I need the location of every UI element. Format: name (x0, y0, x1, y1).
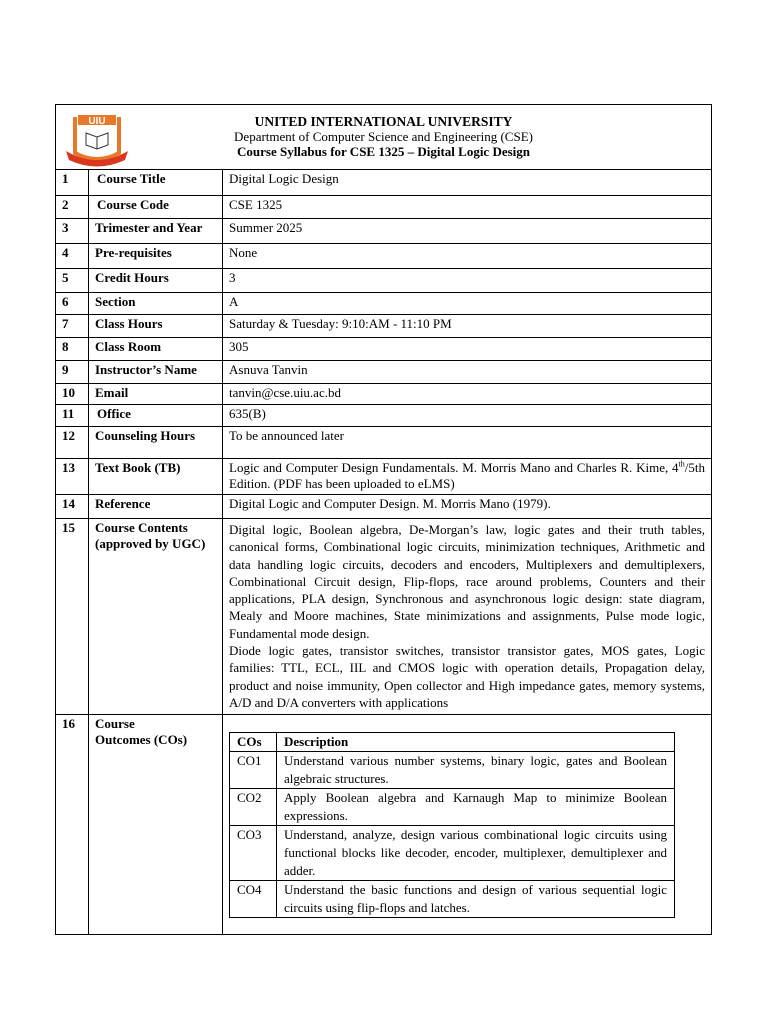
row-value: 635(B) (223, 405, 712, 427)
co-id: CO4 (230, 881, 277, 918)
row-label: Reference (89, 495, 223, 519)
row-instructor (56, 361, 712, 384)
row-section (56, 293, 712, 315)
row-office (56, 405, 712, 427)
row-course-code (56, 196, 712, 219)
row-label: Instructor’s Name (89, 361, 223, 384)
row-course-title (56, 170, 712, 196)
row-reference (56, 495, 712, 519)
row-number: 2 (56, 196, 89, 219)
row-label-line-1: Course (95, 716, 135, 732)
row-label: Pre-requisites (89, 244, 223, 269)
header-text (56, 105, 711, 159)
row-number: 6 (56, 293, 89, 315)
co-table (229, 732, 675, 918)
co-row (230, 789, 675, 826)
row-value: CSE 1325 (223, 196, 712, 219)
course-outcomes-cell (223, 715, 712, 935)
co-row (230, 826, 675, 881)
co-row (230, 881, 675, 918)
row-value: None (223, 244, 712, 269)
row-counseling (56, 427, 712, 459)
co-row (230, 752, 675, 789)
course-contents-value (223, 519, 712, 715)
row-label-line-2: Outcomes (COs) (95, 732, 188, 748)
row-value: Asnuva Tanvin (223, 361, 712, 384)
co-header-id: COs (230, 733, 277, 752)
row-label: Course Code (89, 196, 223, 219)
university-name: UNITED INTERNATIONAL UNIVERSITY (254, 114, 513, 129)
co-desc: Understand various number systems, binary logic, gates and Boolean algebraic structures. (277, 752, 675, 789)
co-desc: Apply Boolean algebra and Karnaugh Map to minimize Boolean expressions. (277, 789, 675, 826)
row-number: 16 (56, 715, 89, 935)
row-value: Summer 2025 (223, 219, 712, 244)
row-value: Saturday & Tuesday: 9:10:AM - 11:10 PM (223, 315, 712, 338)
row-label: Credit Hours (89, 269, 223, 293)
row-value: Digital Logic Design (223, 170, 712, 196)
row-value: Digital Logic and Computer Design. M. Morris Mano (1979). (223, 495, 712, 519)
row-value: 305 (223, 338, 712, 361)
co-desc: Understand the basic functions and design of various sequential logic circuits using flip-flops and latches. (277, 881, 675, 918)
row-trimester (56, 219, 712, 244)
co-id: CO3 (230, 826, 277, 881)
row-class-room (56, 338, 712, 361)
row-value: A (223, 293, 712, 315)
course-contents-para-1: Digital logic, Boolean algebra, De-Morgan’s law, logic gates and their truth tables, canonical forms, Combinational logic circuits, minimization techniques, Arithmetic and data handling logic circuits, decoders and encoders, Multiplexers and demultiplexers, Combinational Circuit design, Flip-flops, race around problems, Counters and their applications, PLA design, Synchronous and asynchronous logic design: state diagram, Mealy and Moore machines, State minimizations and assignments, Pulse mode logic, Fundamental mode design. (229, 522, 706, 641)
row-number: 5 (56, 269, 89, 293)
row-text-book (56, 459, 712, 495)
row-number: 13 (56, 459, 89, 495)
course-contents-para-2: Diode logic gates, transistor switches, transistor transistor gates, MOS gates, Logic families: TTL, ECL, IIL and CMOS logic with operation details, Propagation delay, product and noise immunity, Open collector and High impedance gates, memory systems, A/D and D/A converters with applications (229, 643, 706, 710)
row-prerequisites (56, 244, 712, 269)
logo-lettering: UIU (88, 116, 106, 127)
row-number: 9 (56, 361, 89, 384)
row-number: 10 (56, 384, 89, 405)
row-course-outcomes (56, 715, 712, 935)
syllabus-title: Course Syllabus for CSE 1325 – Digital Logic Design (237, 144, 531, 159)
syllabus-table (55, 104, 712, 935)
row-label: Course Title (89, 170, 223, 196)
header-row (56, 105, 712, 170)
row-value: Logic and Computer Design Fundamentals. M. Morris Mano and Charles R. Kime, 4th/5th Edition. (PDF has been uploaded to eLMS) (223, 459, 712, 495)
row-label: Counseling Hours (89, 427, 223, 459)
row-label: Text Book (TB) (89, 459, 223, 495)
row-label: Section (89, 293, 223, 315)
row-number: 1 (56, 170, 89, 196)
syllabus-page (55, 104, 711, 935)
co-desc: Understand, analyze, design various combinational logic circuits using functional blocks like decoder, encoder, multiplexer, demultiplexer and adder. (277, 826, 675, 881)
row-class-hours (56, 315, 712, 338)
row-number: 4 (56, 244, 89, 269)
co-header-row (230, 733, 675, 752)
row-number: 7 (56, 315, 89, 338)
row-number: 12 (56, 427, 89, 459)
co-id: CO2 (230, 789, 277, 826)
co-header-desc: Description (277, 733, 675, 752)
row-number: 3 (56, 219, 89, 244)
row-label (89, 715, 223, 935)
row-label: Office (89, 405, 223, 427)
row-label: Course Contents (approved by UGC) (89, 519, 223, 715)
university-logo (62, 111, 132, 169)
row-label: Trimester and Year (89, 219, 223, 244)
header-cell (56, 105, 712, 170)
row-label: Class Room (89, 338, 223, 361)
row-number: 15 (56, 519, 89, 715)
row-course-contents (56, 519, 712, 715)
co-id: CO1 (230, 752, 277, 789)
row-value: To be announced later (223, 427, 712, 459)
row-number: 8 (56, 338, 89, 361)
department-name: Department of Computer Science and Engineering (CSE) (234, 129, 533, 144)
row-value: 3 (223, 269, 712, 293)
row-number: 14 (56, 495, 89, 519)
row-email (56, 384, 712, 405)
email-value: tanvin@cse.uiu.ac.bd (223, 384, 712, 405)
row-credit-hours (56, 269, 712, 293)
row-number: 11 (56, 405, 89, 427)
row-label: Email (89, 384, 223, 405)
row-label: Class Hours (89, 315, 223, 338)
